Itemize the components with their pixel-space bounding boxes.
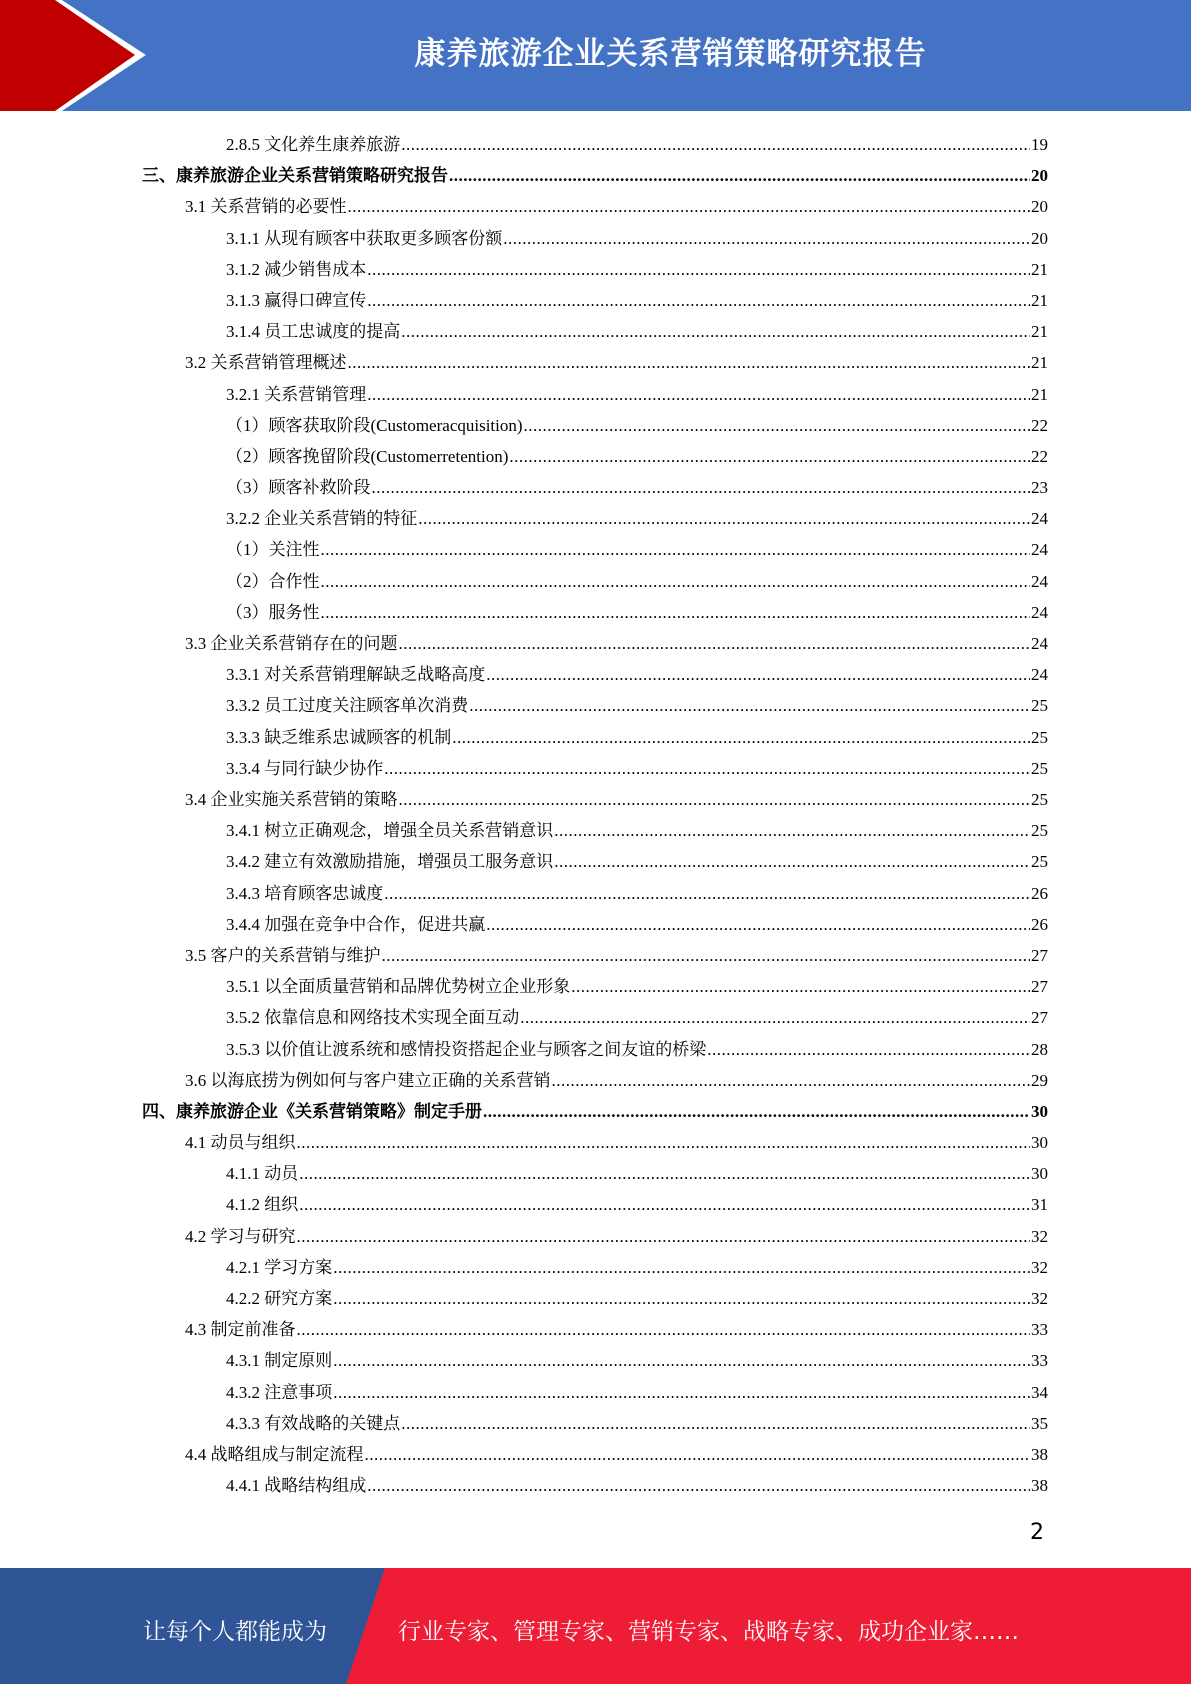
dot-leader bbox=[486, 909, 1030, 940]
toc-entry-page: 26 bbox=[1031, 914, 1048, 934]
toc-entry[interactable] bbox=[226, 1345, 1048, 1376]
dot-leader bbox=[321, 566, 1031, 597]
toc-entry[interactable] bbox=[226, 909, 1048, 940]
toc-entry-label: 3.5 客户的关系营销与维护 bbox=[185, 945, 381, 965]
footer-slogan-right: 行业专家、管理专家、营销专家、战略专家、成功企业家…… bbox=[398, 1619, 1019, 1645]
toc-entry-page: 29 bbox=[1031, 1070, 1048, 1090]
dot-leader bbox=[552, 1065, 1031, 1096]
toc-entry-label: 3.1 关系营销的必要性 bbox=[185, 197, 347, 217]
toc-entry-label: 3.1.1 从现有顾客中获取更多顾客份额 bbox=[226, 228, 503, 248]
dot-leader bbox=[333, 1283, 1030, 1314]
toc-entry-page: 21 bbox=[1031, 322, 1048, 342]
toc-entry-page: 26 bbox=[1031, 883, 1048, 903]
toc-entry[interactable] bbox=[226, 223, 1048, 254]
dot-leader bbox=[503, 223, 1030, 254]
toc-entry-label: 3.2.1 关系营销管理 bbox=[226, 384, 367, 404]
dot-leader bbox=[509, 441, 1030, 472]
dot-leader bbox=[382, 940, 1031, 971]
toc-entry[interactable] bbox=[226, 285, 1048, 316]
toc-entry-label: 4.3 制定前准备 bbox=[185, 1320, 296, 1340]
toc-entry-label: 3.5.2 依靠信息和网络技术实现全面互动 bbox=[226, 1008, 520, 1028]
toc-entry-page: 32 bbox=[1031, 1226, 1048, 1246]
toc-entry-page: 21 bbox=[1031, 384, 1048, 404]
dot-leader bbox=[384, 753, 1030, 784]
toc-entry-label: 3.3.1 对关系营销理解缺乏战略高度 bbox=[226, 665, 486, 685]
toc-entry-page: 25 bbox=[1031, 789, 1048, 809]
toc-entry-page: 27 bbox=[1031, 1008, 1048, 1028]
dot-leader bbox=[401, 129, 1030, 160]
toc-entry-page: 24 bbox=[1031, 571, 1048, 591]
toc-entry-page: 31 bbox=[1031, 1195, 1048, 1215]
toc-entry[interactable] bbox=[226, 690, 1048, 721]
toc-entry-page: 35 bbox=[1031, 1413, 1048, 1433]
toc-entry-page: 25 bbox=[1031, 852, 1048, 872]
toc-entry-label: 3.4.2 建立有效激励措施，增强员工服务意识 bbox=[226, 852, 554, 872]
dot-leader bbox=[520, 1002, 1030, 1033]
dot-leader bbox=[571, 971, 1030, 1002]
toc-entry-page: 24 bbox=[1031, 665, 1048, 685]
dot-leader bbox=[297, 1314, 1031, 1345]
toc-entry-page: 38 bbox=[1031, 1444, 1048, 1464]
toc-entry-label: 3.3.2 员工过度关注顾客单次消费 bbox=[226, 696, 469, 716]
toc-entry-page: 27 bbox=[1031, 945, 1048, 965]
toc-entry-label: （3）顾客补救阶段 bbox=[226, 478, 371, 498]
toc-entry-page: 23 bbox=[1031, 478, 1048, 498]
toc-entry-page: 22 bbox=[1031, 446, 1048, 466]
toc-entry-label: 4.1.1 动员 bbox=[226, 1164, 299, 1184]
dot-leader bbox=[554, 846, 1030, 877]
toc-entry-label: 4.3.1 制定原则 bbox=[226, 1351, 333, 1371]
toc-entry-label: 4.1 动员与组织 bbox=[185, 1133, 296, 1153]
footer-slogan-left: 让每个人都能成为 bbox=[143, 1619, 327, 1645]
dot-leader bbox=[297, 1221, 1031, 1252]
toc-entry[interactable] bbox=[226, 1377, 1048, 1408]
toc-entry-page: 30 bbox=[1031, 1164, 1048, 1184]
dot-leader bbox=[524, 410, 1030, 441]
toc-entry-page: 28 bbox=[1031, 1039, 1048, 1059]
toc-entry[interactable] bbox=[226, 254, 1048, 285]
toc-entry-label: 四、康养旅游企业《关系营销策略》制定手册 bbox=[142, 1101, 482, 1121]
toc-entry[interactable] bbox=[185, 784, 1048, 815]
dot-leader bbox=[297, 1127, 1031, 1158]
toc-entry[interactable] bbox=[226, 753, 1048, 784]
dot-leader bbox=[367, 1470, 1030, 1501]
toc-entry[interactable] bbox=[226, 722, 1048, 753]
toc-entry-label: 3.2.2 企业关系营销的特征 bbox=[226, 509, 418, 529]
toc-entry[interactable] bbox=[226, 316, 1048, 347]
dot-leader bbox=[384, 878, 1030, 909]
toc-entry-label: 3.3.3 缺乏维系忠诚顾客的机制 bbox=[226, 727, 452, 747]
toc-entry[interactable] bbox=[226, 503, 1048, 534]
toc-entry-label: 3.4.3 培育顾客忠诚度 bbox=[226, 883, 384, 903]
toc-entry-page: 27 bbox=[1031, 977, 1048, 997]
toc-entry-page: 33 bbox=[1031, 1320, 1048, 1340]
toc-entry-label: 3.5.3 以价值让渡系统和感情投资搭起企业与顾客之间友谊的桥梁 bbox=[226, 1039, 707, 1059]
dot-leader bbox=[333, 1377, 1030, 1408]
toc-entry[interactable] bbox=[142, 160, 1048, 191]
toc-entry-page: 25 bbox=[1031, 821, 1048, 841]
toc-entry-label: 4.3.3 有效战略的关键点 bbox=[226, 1413, 401, 1433]
toc-entry[interactable] bbox=[226, 1408, 1048, 1439]
dot-leader bbox=[707, 1034, 1030, 1065]
toc-entry[interactable] bbox=[226, 1034, 1048, 1065]
dot-leader bbox=[401, 316, 1030, 347]
toc-entry[interactable] bbox=[226, 815, 1048, 846]
page-number: 2 bbox=[1030, 1520, 1044, 1545]
toc-entry-label: （3）服务性 bbox=[226, 602, 320, 622]
document-title: 康养旅游企业关系营销策略研究报告 bbox=[414, 36, 927, 72]
toc-entry-page: 30 bbox=[1031, 1101, 1048, 1121]
toc-entry-page: 20 bbox=[1031, 197, 1048, 217]
toc-entry-label: （1）关注性 bbox=[226, 540, 320, 560]
toc-entry-label: 4.4 战略组成与制定流程 bbox=[185, 1444, 364, 1464]
toc-entry-page: 24 bbox=[1031, 509, 1048, 529]
toc-entry-label: 4.2.2 研究方案 bbox=[226, 1289, 333, 1309]
toc-entry-page: 34 bbox=[1031, 1382, 1048, 1402]
toc-entry-label: 2.8.5 文化养生康养旅游 bbox=[226, 135, 401, 154]
dot-leader bbox=[348, 191, 1031, 222]
toc-entry-label: 3.1.3 赢得口碑宣传 bbox=[226, 290, 367, 310]
dot-leader bbox=[452, 722, 1030, 753]
toc-entry-label: 3.4.1 树立正确观念，增强全员关系营销意识 bbox=[226, 821, 554, 841]
dot-leader bbox=[299, 1158, 1030, 1189]
dot-leader bbox=[321, 534, 1031, 565]
toc-entry[interactable] bbox=[185, 191, 1048, 222]
toc-entry[interactable] bbox=[226, 379, 1048, 410]
toc-entry[interactable] bbox=[226, 597, 1048, 628]
toc-entry-label: 4.1.2 组织 bbox=[226, 1195, 299, 1215]
toc-entry[interactable] bbox=[185, 1439, 1048, 1470]
toc-entry[interactable] bbox=[185, 1127, 1048, 1158]
toc-entry-page: 38 bbox=[1031, 1476, 1048, 1496]
toc-entry-label: 3.1.4 员工忠诚度的提高 bbox=[226, 322, 401, 342]
toc-entry-label: 4.4.1 战略结构组成 bbox=[226, 1476, 367, 1496]
toc-entry[interactable] bbox=[185, 1314, 1048, 1345]
toc-entry[interactable] bbox=[185, 1221, 1048, 1252]
toc-entry[interactable] bbox=[226, 971, 1048, 1002]
dot-leader bbox=[399, 784, 1031, 815]
dot-leader bbox=[372, 472, 1031, 503]
toc-entry-page: 24 bbox=[1031, 634, 1048, 654]
toc-entry-label: （2）顾客挽留阶段(Customerretention) bbox=[226, 446, 509, 466]
toc-entry-page: 21 bbox=[1031, 259, 1048, 279]
toc-entry-label: 4.2.1 学习方案 bbox=[226, 1257, 333, 1277]
dot-leader bbox=[449, 160, 1030, 191]
dot-leader bbox=[367, 379, 1030, 410]
toc-entry-page: 20 bbox=[1031, 166, 1048, 186]
page-header bbox=[0, 0, 1191, 111]
dot-leader bbox=[333, 1345, 1030, 1376]
dot-leader bbox=[367, 254, 1030, 285]
toc-entry-page: 24 bbox=[1031, 602, 1048, 622]
toc-entry-label: 3.3 企业关系营销存在的问题 bbox=[185, 634, 398, 654]
toc-entry[interactable] bbox=[142, 1096, 1048, 1127]
toc-entry[interactable] bbox=[226, 441, 1048, 472]
dot-leader bbox=[321, 597, 1031, 628]
toc-entry[interactable] bbox=[185, 940, 1048, 971]
toc-entry-page: 25 bbox=[1031, 727, 1048, 747]
toc-entry-page: 32 bbox=[1031, 1289, 1048, 1309]
toc-entry-label: 3.2 关系营销管理概述 bbox=[185, 353, 347, 373]
toc-entry-label: 3.1.2 减少销售成本 bbox=[226, 259, 367, 279]
toc-entry[interactable] bbox=[185, 628, 1048, 659]
toc-entry[interactable] bbox=[185, 347, 1048, 378]
toc-entry-page: 32 bbox=[1031, 1257, 1048, 1277]
dot-leader bbox=[554, 815, 1030, 846]
toc-entry-page: 22 bbox=[1031, 415, 1048, 435]
toc-entry-label: （2）合作性 bbox=[226, 571, 320, 591]
toc-entry[interactable] bbox=[226, 472, 1048, 503]
dot-leader bbox=[333, 1252, 1030, 1283]
toc-entry[interactable] bbox=[185, 1065, 1048, 1096]
dot-leader bbox=[418, 503, 1030, 534]
dot-leader bbox=[401, 1408, 1030, 1439]
toc-entry[interactable] bbox=[226, 1470, 1048, 1501]
toc-entry-label: 3.4.4 加强在竞争中合作，促进共赢 bbox=[226, 914, 486, 934]
dot-leader bbox=[299, 1189, 1030, 1220]
dot-leader bbox=[483, 1096, 1030, 1127]
toc-entry-label: （1）顾客获取阶段(Customeracquisition) bbox=[226, 415, 523, 435]
toc-entry-page: 25 bbox=[1031, 758, 1048, 778]
toc-entry[interactable] bbox=[226, 659, 1048, 690]
toc-entry[interactable] bbox=[226, 1158, 1048, 1189]
toc-entry-page: 33 bbox=[1031, 1351, 1048, 1371]
dot-leader bbox=[399, 628, 1031, 659]
toc-entry-page: 30 bbox=[1031, 1133, 1048, 1153]
dot-leader bbox=[365, 1439, 1031, 1470]
toc-entry[interactable] bbox=[226, 566, 1048, 597]
toc-entry-label: 三、康养旅游企业关系营销策略研究报告 bbox=[142, 166, 448, 186]
toc-entry-page: 20 bbox=[1031, 228, 1048, 248]
toc-entry[interactable] bbox=[226, 129, 1048, 160]
toc-entry[interactable] bbox=[226, 1283, 1048, 1314]
toc-entry[interactable] bbox=[226, 1252, 1048, 1283]
toc-entry[interactable] bbox=[226, 410, 1048, 441]
toc-entry[interactable] bbox=[226, 846, 1048, 877]
toc-entry[interactable] bbox=[226, 878, 1048, 909]
dot-leader bbox=[486, 659, 1030, 690]
dot-leader bbox=[348, 347, 1031, 378]
toc-entry-page: 25 bbox=[1031, 696, 1048, 716]
toc-entry-page: 19 bbox=[1031, 135, 1048, 154]
toc-entry-label: 3.6 以海底捞为例如何与客户建立正确的关系营销 bbox=[185, 1070, 551, 1090]
dot-leader bbox=[367, 285, 1030, 316]
toc-entry-label: 3.5.1 以全面质量营销和品牌优势树立企业形象 bbox=[226, 977, 571, 997]
toc-entry[interactable] bbox=[226, 1002, 1048, 1033]
toc-entry-page: 21 bbox=[1031, 353, 1048, 373]
toc-entry[interactable] bbox=[226, 534, 1048, 565]
toc-entry-page: 21 bbox=[1031, 290, 1048, 310]
arrow-decoration-icon bbox=[0, 0, 160, 111]
toc-entry-label: 4.3.2 注意事项 bbox=[226, 1382, 333, 1402]
toc-entry-label: 3.4 企业实施关系营销的策略 bbox=[185, 789, 398, 809]
toc-entry-label: 4.2 学习与研究 bbox=[185, 1226, 296, 1246]
toc-entry[interactable] bbox=[226, 1189, 1048, 1220]
toc-entry-page: 24 bbox=[1031, 540, 1048, 560]
toc-entry-label: 3.3.4 与同行缺少协作 bbox=[226, 758, 384, 778]
dot-leader bbox=[469, 690, 1030, 721]
